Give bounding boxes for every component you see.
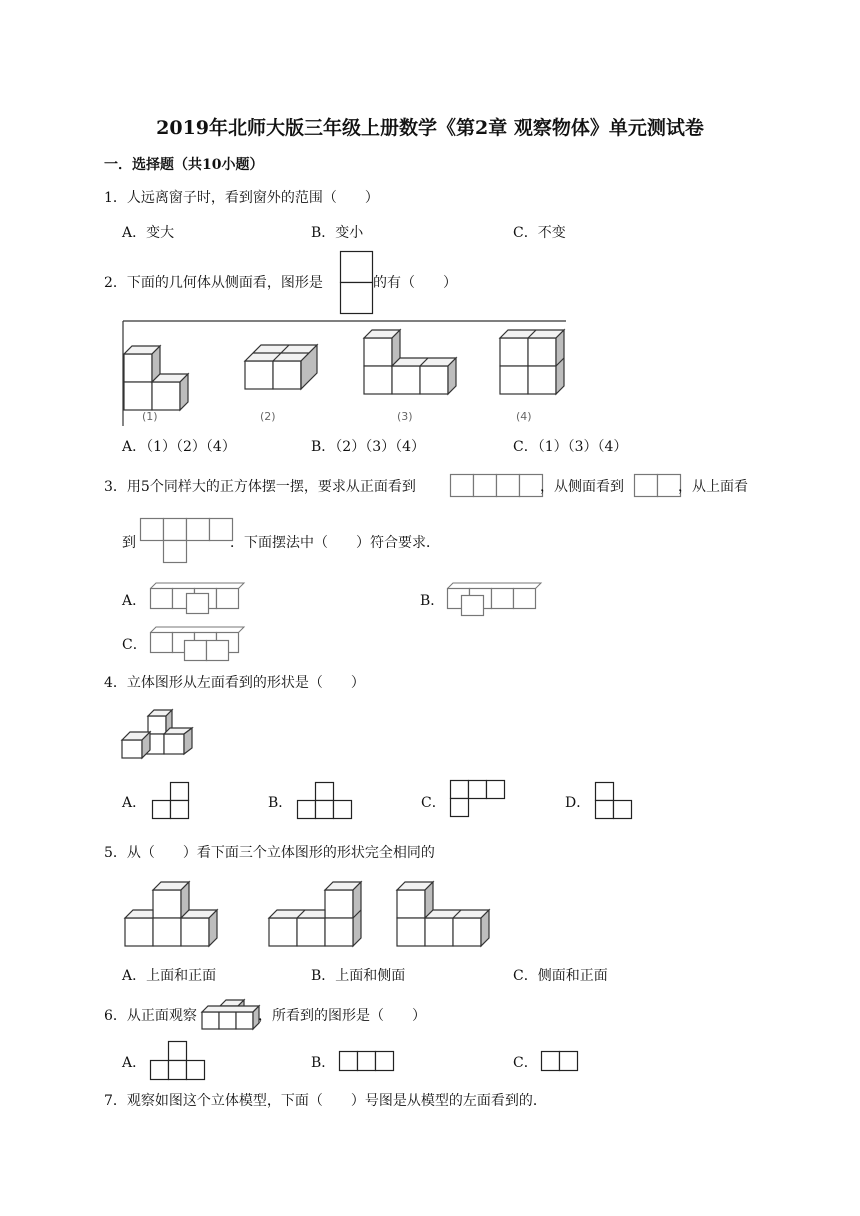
q5-solid-3 — [397, 882, 489, 946]
q3-option-c[interactable]: C． — [122, 637, 147, 653]
q6-stem-start: 6．从正面观察 — [104, 1008, 197, 1024]
q2-solids-figure — [122, 320, 566, 426]
q2-side-view-figure — [340, 251, 374, 315]
q4-stem: 4．立体图形从左面看到的形状是（ ） — [104, 675, 365, 691]
q3-front-view-figure — [450, 474, 544, 498]
q3-stem-end: ，从上面看 — [678, 479, 748, 495]
q4-option-b[interactable]: B． — [268, 795, 293, 811]
q2-option-c[interactable]: C．（1）（3）（4） — [513, 439, 628, 455]
page-title: 2019年北师大版三年级上册数学《第2章 观察物体》单元测试卷 — [156, 117, 704, 139]
solid-label-2: (2) — [260, 410, 276, 423]
q6-option-a-figure[interactable] — [150, 1041, 208, 1081]
q4-option-a[interactable]: A． — [122, 795, 147, 811]
solid-1 — [124, 346, 188, 410]
solid-label-1: (1) — [142, 410, 158, 423]
q3-option-a-figure[interactable] — [150, 580, 242, 616]
q5-solids-figure — [125, 876, 495, 950]
section-heading: 一．选择题（共10小题） — [104, 157, 264, 173]
q6-option-c[interactable]: C． — [513, 1055, 538, 1071]
q5-option-a[interactable]: A．上面和正面 — [122, 968, 217, 984]
q3-stem-mid: ，从侧面看到 — [540, 479, 624, 495]
q4-option-a-figure[interactable] — [152, 782, 192, 822]
q6-option-b-figure[interactable] — [339, 1051, 397, 1073]
q3-side-view-figure — [634, 474, 682, 498]
q3-option-a[interactable]: A． — [122, 593, 147, 609]
q5-option-b[interactable]: B．上面和侧面 — [311, 968, 406, 984]
q2-option-a[interactable]: A．（1）（2）（4） — [122, 439, 236, 455]
q3-stem-tail: ．下面摆法中（ ）符合要求． — [230, 535, 440, 551]
solid-4 — [500, 330, 564, 394]
q3-option-c-figure[interactable] — [150, 624, 244, 664]
q4-solid-figure — [120, 702, 200, 762]
q5-option-c[interactable]: C．侧面和正面 — [513, 968, 608, 984]
q5-stem: 5．从（ ）看下面三个立体图形的形状完全相同的 — [104, 845, 435, 861]
solid-label-4: (4) — [516, 410, 532, 423]
q6-solid-figure — [202, 998, 262, 1032]
q4-option-c[interactable]: C． — [421, 795, 446, 811]
q3-option-b-figure[interactable] — [447, 580, 541, 618]
solid-3 — [364, 330, 456, 394]
q3-stem-to: 到 — [122, 535, 136, 551]
q1-stem: 1．人远离窗子时，看到窗外的范围（ ） — [104, 190, 379, 206]
q4-option-d-figure[interactable] — [595, 782, 635, 822]
q7-stem: 7．观察如图这个立体模型，下面（ ）号图是从模型的左面看到的． — [104, 1093, 547, 1109]
solid-label-3: (3) — [397, 410, 413, 423]
q3-option-b[interactable]: B． — [420, 593, 445, 609]
q3-top-view-figure — [140, 518, 234, 566]
q1-option-a[interactable]: A．变大 — [122, 225, 175, 241]
q2-option-b[interactable]: B．（2）（3）（4） — [311, 439, 426, 455]
q6-stem-end: ，所看到的图形是（ ） — [258, 1008, 426, 1024]
q5-solid-1 — [125, 882, 217, 946]
q1-option-c[interactable]: C．不变 — [513, 225, 566, 241]
q2-stem-start: 2．下面的几何体从侧面看，图形是 — [104, 275, 323, 291]
q2-stem-end: 的有（ ） — [373, 275, 457, 291]
q3-stem-start: 3．用5个同样大的正方体摆一摆，要求从正面看到 — [104, 479, 416, 495]
q6-option-b[interactable]: B． — [311, 1055, 336, 1071]
q1-option-b[interactable]: B．变小 — [311, 225, 364, 241]
q5-solid-2 — [269, 882, 361, 946]
solid-2 — [245, 345, 317, 389]
q6-option-a[interactable]: A． — [122, 1055, 147, 1071]
q4-option-d[interactable]: D． — [565, 795, 591, 811]
q4-option-b-figure[interactable] — [297, 782, 355, 822]
q6-option-c-figure[interactable] — [541, 1051, 581, 1073]
q4-option-c-figure[interactable] — [450, 780, 510, 820]
